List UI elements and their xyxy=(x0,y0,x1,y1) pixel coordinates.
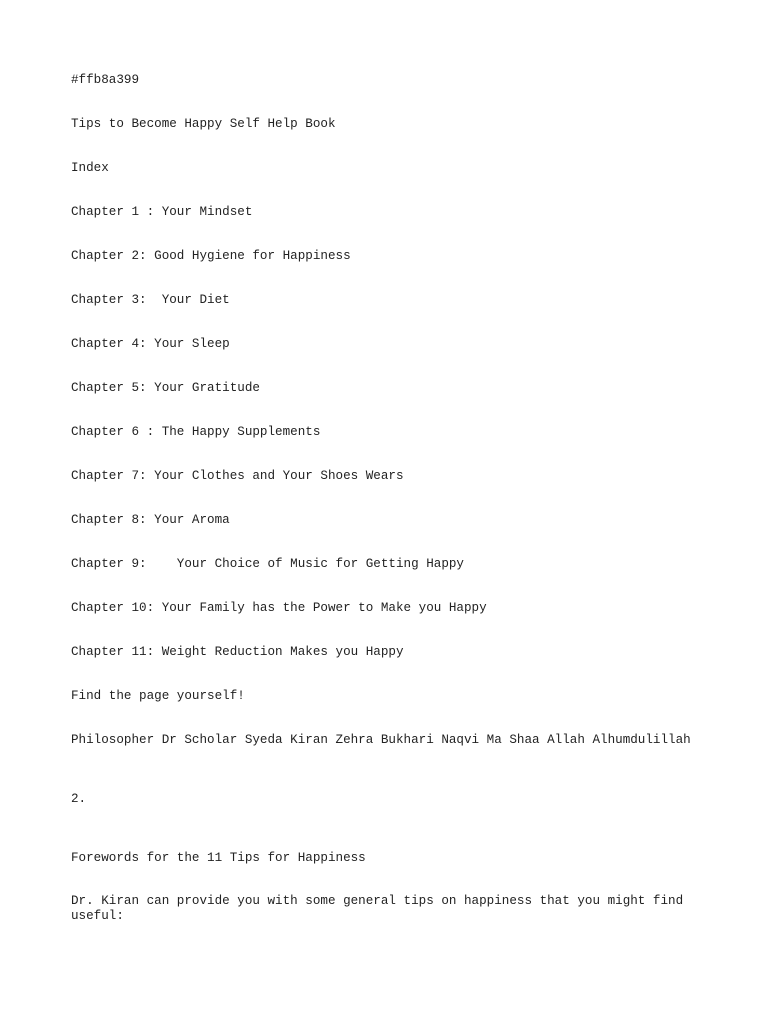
author-line: Philosopher Dr Scholar Syeda Kiran Zehra Bukhari Naqvi Ma Shaa Allah Alhumdulillah xyxy=(71,733,691,747)
document-title: Tips to Become Happy Self Help Book xyxy=(71,117,336,131)
intro-paragraph: Dr. Kiran can provide you with some general tips on happiness that you might find useful: xyxy=(71,894,691,923)
forewords-heading: Forewords for the 11 Tips for Happiness xyxy=(71,851,366,865)
chapter-item: Chapter 2: Good Hygiene for Happiness xyxy=(71,249,351,263)
chapter-item: Chapter 9: Your Choice of Music for Getting Happy xyxy=(71,557,464,571)
chapter-item: Chapter 11: Weight Reduction Makes you Happy xyxy=(71,645,404,659)
index-heading: Index xyxy=(71,161,109,175)
chapter-item: Chapter 7: Your Clothes and Your Shoes Wears xyxy=(71,469,404,483)
chapter-item: Chapter 6 : The Happy Supplements xyxy=(71,425,321,439)
color-code: #ffb8a399 xyxy=(71,73,140,87)
chapter-item: Chapter 5: Your Gratitude xyxy=(71,381,260,395)
chapter-item: Chapter 1 : Your Mindset xyxy=(71,205,253,219)
find-page-note: Find the page yourself! xyxy=(71,689,245,703)
page-number: 2. xyxy=(71,792,87,806)
chapter-item: Chapter 4: Your Sleep xyxy=(71,337,230,351)
chapter-item: Chapter 8: Your Aroma xyxy=(71,513,230,527)
chapter-item: Chapter 3: Your Diet xyxy=(71,293,230,307)
chapter-item: Chapter 10: Your Family has the Power to Make you Happy xyxy=(71,601,487,615)
